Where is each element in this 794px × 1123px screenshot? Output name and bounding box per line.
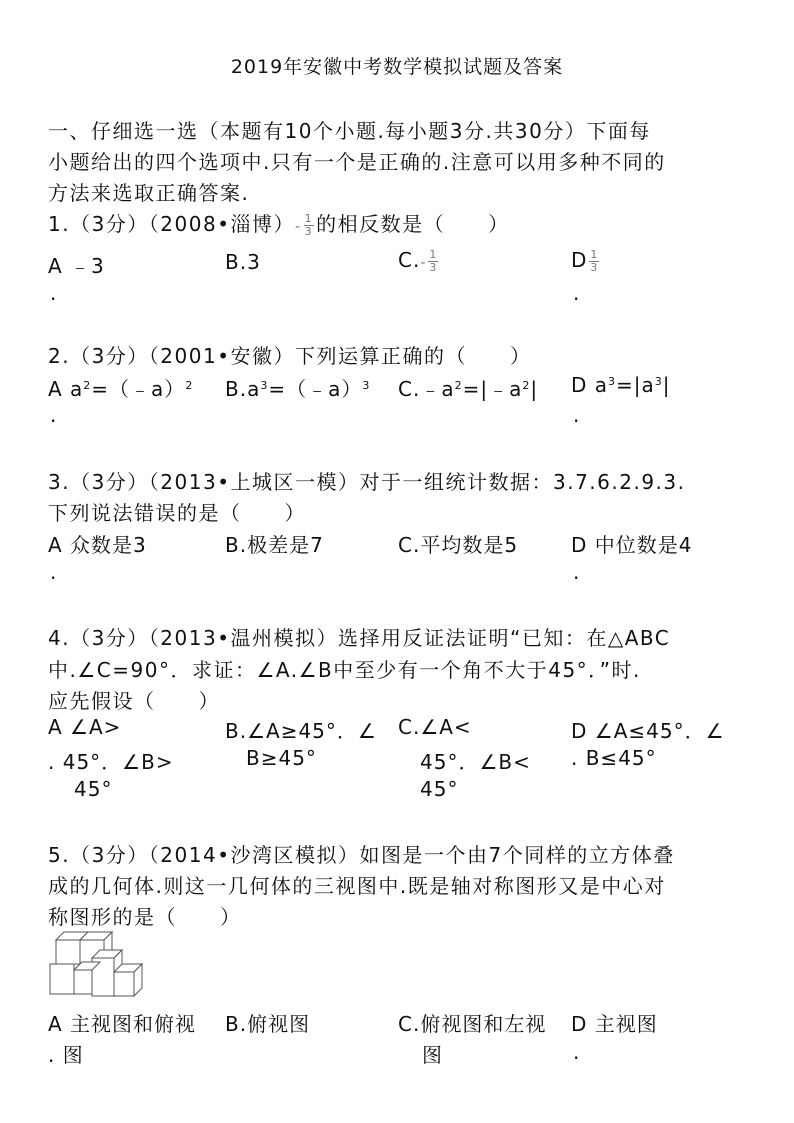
q2-a-exp2: 2 bbox=[185, 379, 194, 392]
question-4-stem-line-1: 4.（3分）（2013•温州模拟）选择用反证法证明“已知：在△ABC bbox=[48, 626, 671, 650]
q1-stem-fraction bbox=[304, 213, 315, 238]
cube-stack-figure bbox=[48, 930, 144, 1002]
q3-option-b: B.极差是7 bbox=[225, 533, 324, 557]
q2-c-base: C.﹣a bbox=[398, 377, 455, 401]
q1-stem-suffix: 的相反数是（ ） bbox=[316, 212, 510, 236]
q3-option-a: A 众数是3 bbox=[48, 533, 147, 557]
q1-option-c bbox=[398, 248, 440, 274]
page-title: 2019年安徽中考数学模拟试题及答案 bbox=[230, 56, 564, 78]
question-3-stem-line-1: 3.（3分）（2013•上城区一模）对于一组统计数据：3.7.6.2.9.3. bbox=[48, 470, 686, 494]
q5-option-a-line-1: A 主视图和俯视 bbox=[48, 1012, 197, 1036]
q1-stem-prefix: 1.（3分）（2008•淄博） bbox=[48, 212, 296, 236]
q2-a-base: A a bbox=[48, 377, 84, 401]
q1-option-c-minus: - bbox=[420, 255, 427, 271]
q2-d-rhs: =|a bbox=[616, 373, 655, 397]
question-1-stem bbox=[48, 208, 510, 238]
question-2-stem: 2.（3分）（2001•安徽）下列运算正确的（ ） bbox=[48, 344, 532, 368]
q5-option-d: D 主视图 bbox=[571, 1012, 658, 1036]
q2-a-exp: 2 bbox=[83, 379, 92, 392]
q2-d-exp2: 3 bbox=[654, 375, 663, 388]
q1-option-d bbox=[571, 248, 601, 274]
q4-option-a-line-3: 45° bbox=[74, 777, 113, 801]
q2-option-a bbox=[48, 373, 193, 402]
question-5-stem-line-2: 成的几何体.则这一几何体的三视图中.既是轴对称图形又是中心对 bbox=[48, 874, 666, 898]
q3-option-d-dot: . bbox=[573, 560, 580, 584]
q2-option-d-dot: . bbox=[573, 403, 580, 427]
q1-option-b: B.3 bbox=[225, 250, 261, 274]
q2-c-rhs: =|﹣a bbox=[462, 377, 523, 401]
q4-option-c-line-1: C.∠A< bbox=[398, 715, 472, 739]
section-instructions-line-2: 小题给出的四个选项中.只有一个是正确的.注意可以用多种不同的 bbox=[48, 150, 666, 174]
q1-stem-numerator: 1 bbox=[304, 212, 314, 225]
q1-option-d-denominator: 3 bbox=[590, 261, 599, 274]
q2-d-exp: 3 bbox=[608, 375, 617, 388]
q2-d-base: D a bbox=[571, 373, 609, 397]
q3-option-c: C.平均数是5 bbox=[398, 533, 519, 557]
q4-option-a-line-2: . 45°．∠B> bbox=[48, 750, 174, 774]
q2-b-exp: 3 bbox=[260, 379, 269, 392]
q4-option-b-line-1: B.∠A≥45°．∠ bbox=[225, 719, 377, 743]
section-instructions-line-3: 方法来选取正确答案. bbox=[48, 181, 250, 205]
q5-option-d-dot: . bbox=[573, 1040, 580, 1064]
q4-option-b-line-2: B≥45° bbox=[246, 746, 317, 770]
q2-option-a-dot: . bbox=[50, 403, 57, 427]
question-3-stem-line-2: 下列说法错误的是（ ） bbox=[48, 501, 306, 525]
q2-a-rhs: =（﹣a） bbox=[91, 377, 186, 401]
q2-b-rhs: =（﹣a） bbox=[268, 377, 363, 401]
q2-c-end: | bbox=[530, 377, 539, 401]
q5-option-b: B.俯视图 bbox=[225, 1012, 311, 1036]
q1-option-d-fraction bbox=[589, 249, 599, 274]
q2-d-end: | bbox=[662, 373, 671, 397]
q1-option-a-dot: . bbox=[50, 281, 57, 305]
q5-option-c-line-1: C.俯视图和左视 bbox=[398, 1012, 547, 1036]
q2-b-base: B.a bbox=[225, 377, 261, 401]
q1-stem-minus: - bbox=[295, 219, 302, 235]
q1-option-d-dot: . bbox=[573, 281, 580, 305]
question-5-stem-line-3: 称图形的是（ ） bbox=[48, 905, 242, 929]
question-4-stem-line-2: 中.∠C=90°．求证：∠A.∠B中至少有一个角不大于45°．”时. bbox=[48, 658, 641, 682]
q1-option-c-denominator: 3 bbox=[429, 261, 438, 274]
question-5-stem-line-1: 5.（3分）（2014•沙湾区模拟）如图是一个由7个同样的立方体叠 bbox=[48, 843, 675, 867]
q2-option-b bbox=[225, 373, 370, 402]
q4-option-c-line-3: 45° bbox=[420, 777, 459, 801]
q5-option-c-line-2: 图 bbox=[422, 1043, 443, 1067]
q3-option-d: D 中位数是4 bbox=[571, 533, 693, 557]
q1-option-a: A ﹣3 bbox=[48, 254, 105, 278]
q3-option-a-dot: . bbox=[50, 560, 57, 584]
question-4-stem-line-3: 应先假设（ ） bbox=[48, 689, 220, 713]
q1-option-c-numerator: 1 bbox=[429, 248, 438, 261]
q4-option-a-line-1: A ∠A> bbox=[48, 715, 122, 739]
q1-option-c-label: C. bbox=[398, 248, 421, 272]
q4-option-d-line-1: D ∠A≤45°．∠ bbox=[571, 719, 725, 743]
q4-option-d-line-2: . B≤45° bbox=[571, 746, 657, 770]
q1-option-c-fraction bbox=[428, 249, 438, 274]
q2-c-exp2: 2 bbox=[522, 379, 531, 392]
q2-option-d bbox=[571, 373, 671, 397]
q2-b-exp2: 3 bbox=[362, 379, 371, 392]
q1-option-d-label: D bbox=[571, 248, 588, 272]
q4-option-c-line-2: 45°．∠B< bbox=[420, 750, 531, 774]
q5-option-a-line-2: . 图 bbox=[48, 1043, 84, 1067]
q2-c-exp: 2 bbox=[454, 379, 463, 392]
q1-option-d-numerator: 1 bbox=[590, 248, 599, 261]
q1-stem-denominator: 3 bbox=[304, 225, 314, 238]
section-instructions-line-1: 一、仔细选一选（本题有10个小题.每小题3分.共30分）下面每 bbox=[48, 119, 651, 143]
q2-option-c bbox=[398, 373, 538, 402]
